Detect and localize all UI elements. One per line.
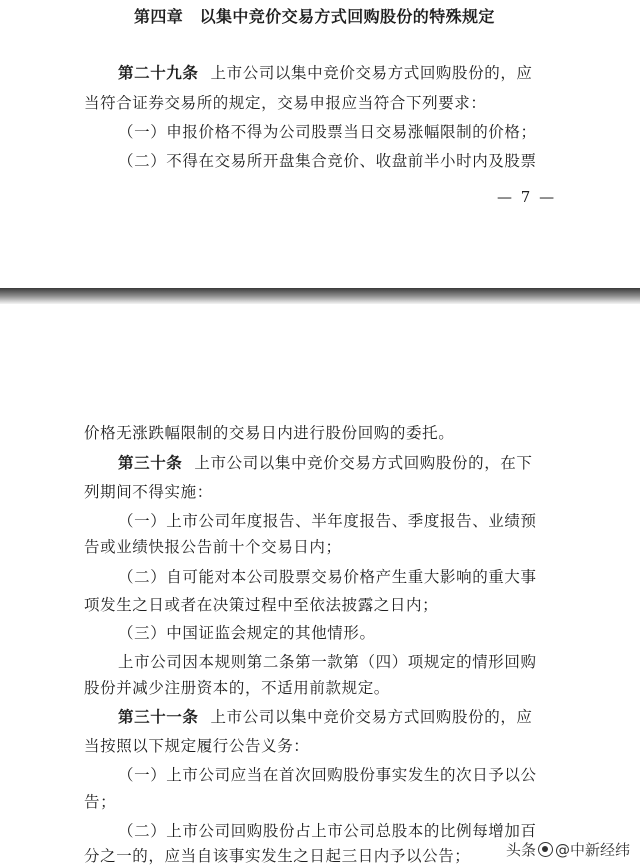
watermark-account: 中新经纬 [569, 841, 630, 859]
article-31-text: 上市公司以集中竞价交易方式回购股份的，应 [210, 708, 533, 726]
continued-text-line: 价格无涨跌幅限制的交易日内进行股份回购的委托。 [84, 424, 455, 442]
article-31-line-2: 当按照以下规定履行公告义务： [84, 737, 310, 755]
document-page-bottom [0, 304, 640, 868]
article-31-label: 第三十一条 [118, 708, 199, 726]
article-30-paragraph-line-2: 股份并减少注册资本的，不适用前款规定。 [84, 679, 390, 697]
article-31-item-2-line-1: （二）上市公司回购股份占上市公司总股本的比例每增加百 [118, 822, 537, 840]
article-30-text: 上市公司以集中竞价交易方式回购股份的，在下 [194, 454, 533, 472]
article-31-item-1-line-2: 告； [84, 793, 117, 811]
page-number: — 7 — [497, 188, 557, 206]
page-separator [0, 288, 640, 304]
article-30-item-3: （三）中国证监会规定的其他情形。 [118, 624, 376, 642]
camera-lens-icon [538, 842, 553, 857]
article-29-line-2: 当符合证券交易所的规定，交易申报应当符合下列要求： [84, 94, 487, 112]
article-29-item-1: （一）申报价格不得为公司股票当日交易涨幅限制的价格； [118, 123, 537, 141]
watermark-prefix: 头条 [505, 841, 536, 859]
chapter-heading: 第四章 以集中竞价交易方式回购股份的特殊规定 [134, 7, 495, 26]
article-30-item-1-line-2: 告或业绩快报公告前十个交易日内； [84, 538, 342, 556]
watermark-at: @ [554, 840, 570, 859]
article-29-item-2: （二）不得在交易所开盘集合竞价、收盘前半小时内及股票 [118, 152, 537, 170]
article-30-label: 第三十条 [118, 454, 183, 472]
article-30-first-line [118, 452, 533, 474]
article-31-first-line [118, 706, 533, 728]
article-30-line-2: 列期间不得实施： [84, 483, 213, 501]
article-29-first-line [118, 62, 533, 84]
article-31-item-2-line-2: 分之一的，应当自该事实发生之日起三日内予以公告； [84, 847, 471, 865]
article-29-label: 第二十九条 [118, 64, 199, 82]
article-30-item-2-line-1: （二）自可能对本公司股票交易价格产生重大影响的重大事 [118, 568, 537, 586]
article-30-item-1-line-1: （一）上市公司年度报告、半年度报告、季度报告、业绩预 [118, 512, 537, 530]
article-30-paragraph-line-1: 上市公司因本规则第二条第一款第（四）项规定的情形回购 [118, 653, 537, 671]
article-29-text: 上市公司以集中竞价交易方式回购股份的，应 [210, 64, 533, 82]
document-page-top [0, 0, 640, 288]
source-watermark [506, 839, 630, 860]
article-31-item-1-line-1: （一）上市公司应当在首次回购股份事实发生的次日予以公 [118, 766, 537, 784]
article-30-item-2-line-2: 项发生之日或者在决策过程中至依法披露之日内； [84, 596, 439, 614]
